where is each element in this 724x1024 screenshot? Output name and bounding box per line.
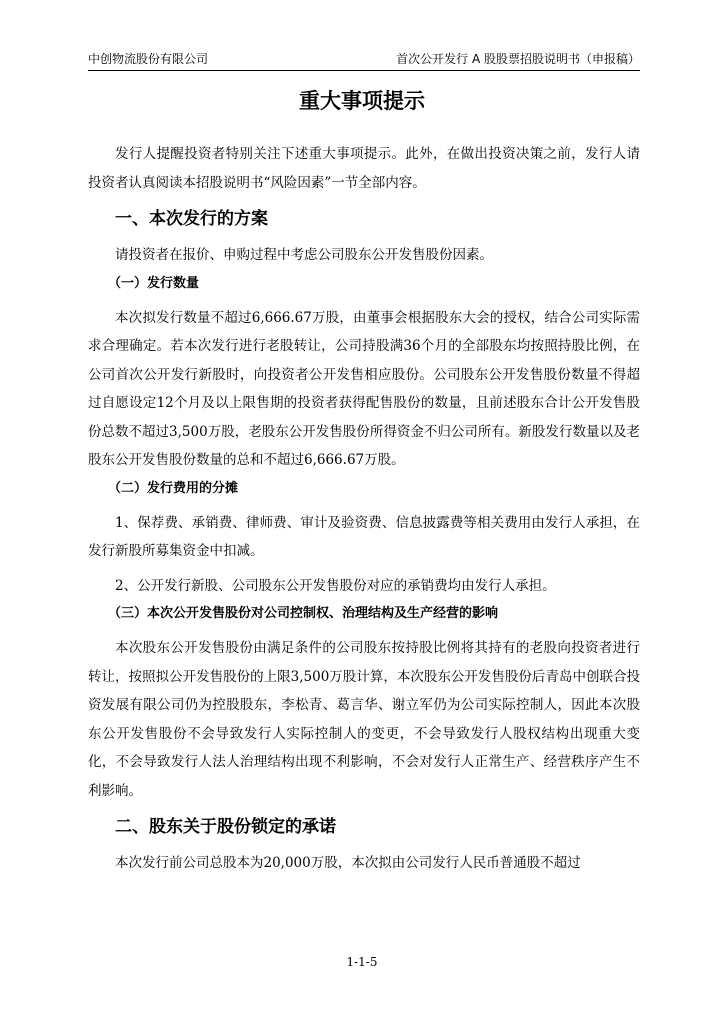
page-number: 1-1-5 [346, 955, 378, 969]
section-2-text: 本次发行前公司总股本为20,000万股，本次拟由公司发行人民币普通股不超过 [115, 855, 581, 871]
subsection-2-item-1: 1、保荐费、承销费、律师费、审计及验资费、信息披露费等相关费用由发行人承担，在发行新股所募集资金中扣减。 [88, 514, 640, 559]
subsection-2-item-2: 2、公开发行新股、公司股东公开发售股份对应的承销费均由发行人承担。 [115, 577, 556, 594]
section-1-heading: 一、本次发行的方案 [115, 209, 268, 229]
section-2-heading: 二、股东关于股份锁定的承诺 [115, 817, 336, 837]
header-document-title: 首次公开发行 A 股股票招股说明书（申报稿） [396, 52, 640, 66]
subsection-1-heading: （一）发行数量 [108, 275, 200, 291]
subsection-2-heading: （二）发行费用的分摊 [108, 480, 239, 496]
page-title: 重大事项提示 [299, 89, 425, 113]
subsection-3-heading: （三）本次公开发售股份对公司控制权、治理结构及生产经营的影响 [108, 606, 499, 621]
page-header [88, 50, 640, 71]
subsection-1-text: 本次拟发行数量不超过6,666.67万股，由董事会根据股东大会的授权，结合公司实际需求合理确定。若本次发行进行老股转让，公司持股满36个月的全部股东均按照持股比例，在公司首次公开发行新股时，向投资者公开发售相应股份。公司股东公开发售股份数量不得超过自愿设定12个月及以上限售期的投资者获得配售股份的数量，且前述股东合计公开发售股份总数不超过3,500万股，老股东公开发售股份所得资金不归公司所有。新股发行数量以及老股东公开发售股份数量的总和不超过6,666.67万股。 [88, 309, 640, 468]
subsection-3-text: 本次股东公开发售股份由满足条件的公司股东按持股比例将其持有的老股向投资者进行转让，按照拟公开发售股份的上限3,500万股计算，本次股东公开发售股份后青岛中创联合投资发展有限公司仍为控股股东，李松青、葛言华、谢立军仍为公司实际控制人，因此本次股东公开发售股份不会导致发行人实际控制人的变更，不会导致发行人股权结构出现重大变化，不会导致发行人法人治理结构出现不利影响，不会对发行人正常生产、经营秩序产生不利影响。 [88, 640, 640, 799]
intro-paragraph: 发行人提醒投资者特别关注下述重大事项提示。此外，在做出投资决策之前，发行人请投资者认真阅读本招股说明书“风险因素”一节全部内容。 [88, 146, 640, 191]
header-company-name: 中创物流股份有限公司 [88, 52, 209, 66]
document-body [88, 140, 640, 878]
section-1-intro: 请投资者在报价、申购过程中考虑公司股东公开发售股份因素。 [115, 247, 493, 263]
